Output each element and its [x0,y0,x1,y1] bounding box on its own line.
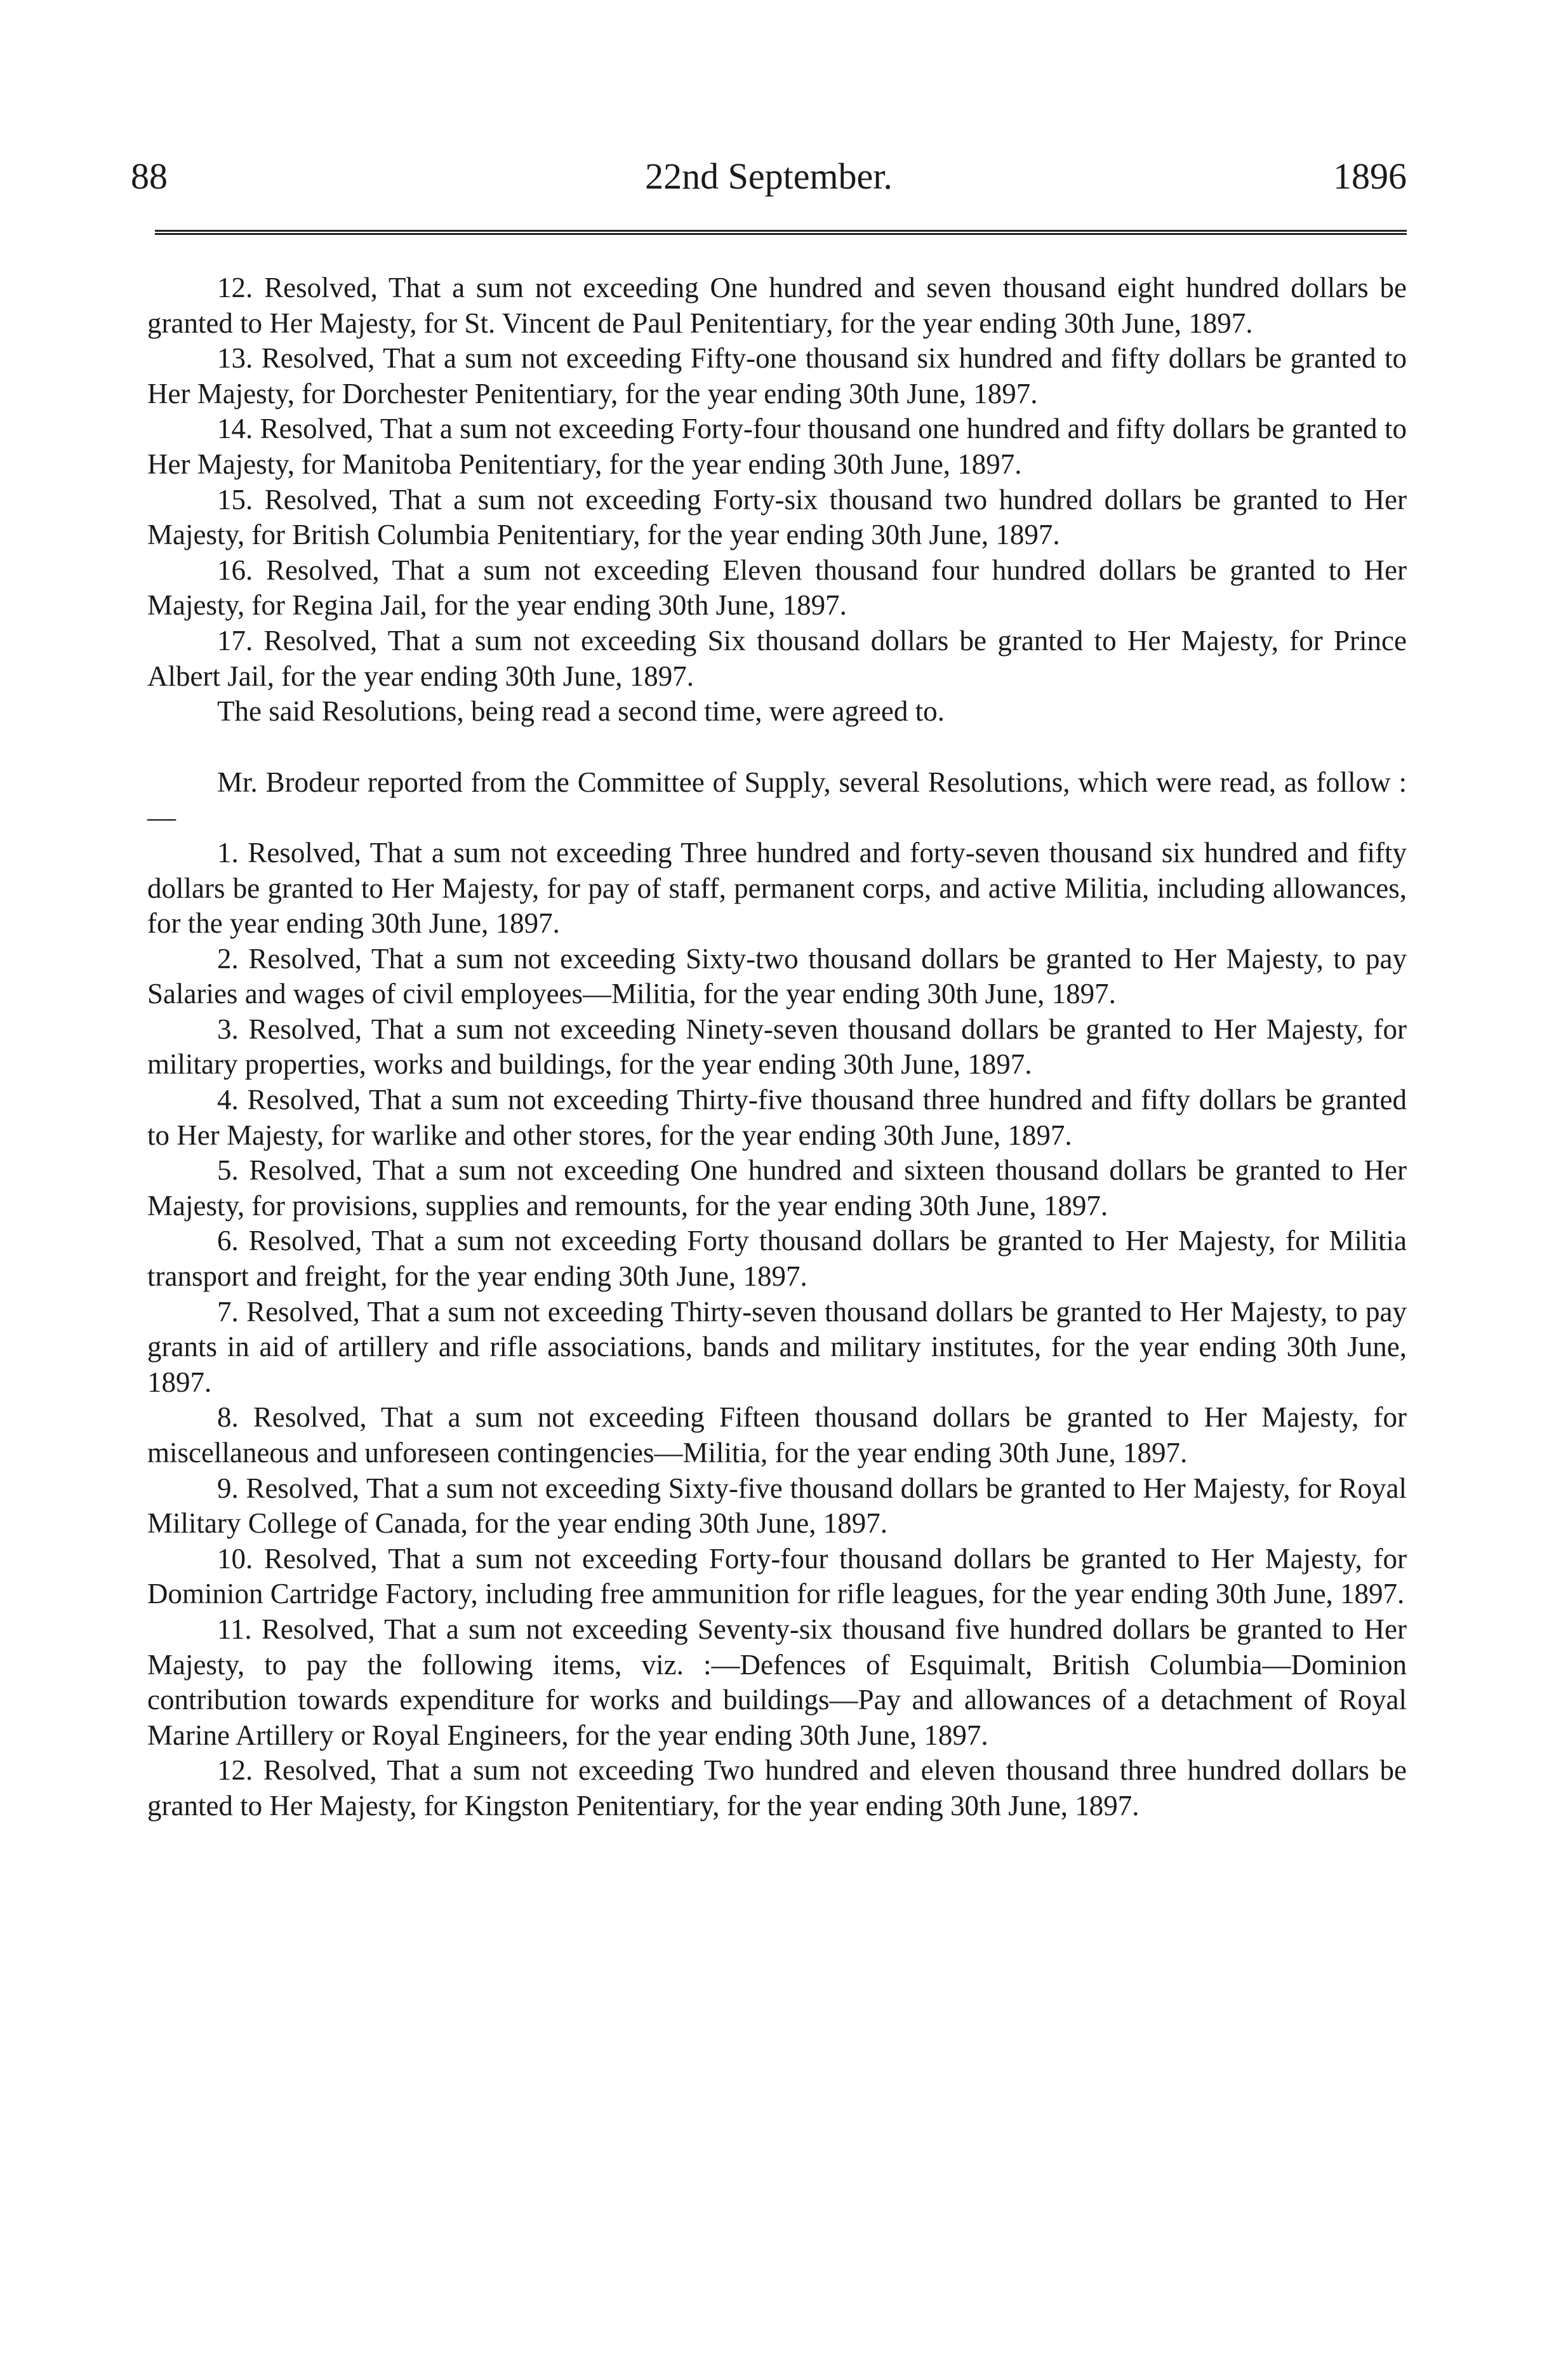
resolution-paragraph: 12. Resolved, That a sum not exceeding Two hundred and eleven thousand three hundred dollars be granted to Her Majesty, for Kingston Penitentiary, for the year ending 30th June, 1897. [147,1754,1407,1822]
resolution-paragraph: 3. Resolved, That a sum not exceeding Ninety-seven thousand dollars be granted to Her Majesty, for military properties, works and buildings, for the year ending 30th June, 1897. [147,1013,1407,1081]
resolution-paragraph: 10. Resolved, That a sum not exceeding Forty-four thousand dollars be granted to Her Majesty, for Dominion Cartridge Factory, including free ammunition for rifle leagues, for the year ending 30th June, 1897. [147,1542,1407,1610]
resolution-paragraph: 2. Resolved, That a sum not exceeding Sixty-two thousand dollars be granted to Her Majesty, to pay Salaries and wages of civil employees—Militia, for the year ending 30th June, 1897. [147,942,1407,1010]
resolution-paragraph: 7. Resolved, That a sum not exceeding Thirty-seven thousand dollars be granted to Her Majesty, to pay grants in aid of artillery and rifle associations, bands and military institutes, for the year ending 30th June, 1897. [147,1295,1407,1398]
header-rule [155,230,1407,235]
page-header [131,151,1407,202]
resolution-paragraph: 15. Resolved, That a sum not exceeding Forty-six thousand two hundred dollars be granted to Her Majesty, for British Columbia Penitentiary, for the year ending 30th June, 1897. [147,483,1407,551]
resolution-paragraph: 14. Resolved, That a sum not exceeding Forty-four thousand one hundred and fifty dollars be granted to Her Majesty, for Manitoba Penitentiary, for the year ending 30th June, 1897. [147,413,1407,480]
resolution-paragraph: 11. Resolved, That a sum not exceeding Seventy-six thousand five hundred dollars be granted to Her Majesty, to pay the following items, viz. :—Defences of Esquimalt, British Columbia—Dominion contribution towards expenditure for works and buildings—Pay and allowances of a detachment of Royal Marine Artillery or Royal Engineers, for the year ending 30th June, 1897. [147,1613,1407,1751]
resolution-paragraph: 6. Resolved, That a sum not exceeding Forty thousand dollars be granted to Her Majesty, for Militia transport and freight, for the year ending 30th June, 1897. [147,1225,1407,1293]
resolution-paragraph: 16. Resolved, That a sum not exceeding Eleven thousand four hundred dollars be granted to Her Majesty, for Regina Jail, for the year ending 30th June, 1897. [147,554,1407,622]
resolution-paragraph: 12. Resolved, That a sum not exceeding One hundred and seven thousand eight hundred dollars be granted to Her Majesty, for St. Vincent de Paul Penitentiary, for the year ending 30th June, 1897. [147,272,1407,339]
resolution-paragraph: 17. Resolved, That a sum not exceeding Six thousand dollars be granted to Her Majesty, for Prince Albert Jail, for the year ending 30th June, 1897. [147,624,1407,692]
page-number: 88 [131,156,168,197]
resolution-paragraph: 5. Resolved, That a sum not exceeding One hundred and sixteen thousand dollars be granted to Her Majesty, for provisions, supplies and remounts, for the year ending 30th June, 1897. [147,1154,1407,1222]
agreement-paragraph: The said Resolutions, being read a second time, were agreed to. [217,695,945,728]
resolution-paragraph: 13. Resolved, That a sum not exceeding Fifty-one thousand six hundred and fifty dollars be granted to Her Majesty, for Dorchester Penitentiary, for the year ending 30th June, 1897. [147,342,1407,410]
resolution-paragraph: 4. Resolved, That a sum not exceeding Thirty-five thousand three hundred and fifty dollars be granted to Her Majesty, for warlike and other stores, for the year ending 30th June, 1897. [147,1084,1407,1151]
page-year: 1896 [1333,156,1407,197]
committee-report-paragraph: Mr. Brodeur reported from the Committee of Supply, several Resolutions, which were read, as follow :— [147,766,1407,834]
resolution-paragraph: 9. Resolved, That a sum not exceeding Sixty-five thousand dollars be granted to Her Majesty, for Royal Military College of Canada, for the year ending 30th June, 1897. [147,1472,1407,1540]
resolution-paragraph: 8. Resolved, That a sum not exceeding Fifteen thousand dollars be granted to Her Majesty, for miscellaneous and unforeseen contingencies—Militia, for the year ending 30th June, 1897. [147,1401,1407,1469]
resolution-paragraph: 1. Resolved, That a sum not exceeding Three hundred and forty-seven thousand six hundred and fifty dollars be granted to Her Majesty, for pay of staff, permanent corps, and active Militia, including allowances, for the year ending 30th June, 1897. [147,836,1407,940]
page-title: 22nd September. [645,156,893,197]
journal-text [147,270,1407,1824]
